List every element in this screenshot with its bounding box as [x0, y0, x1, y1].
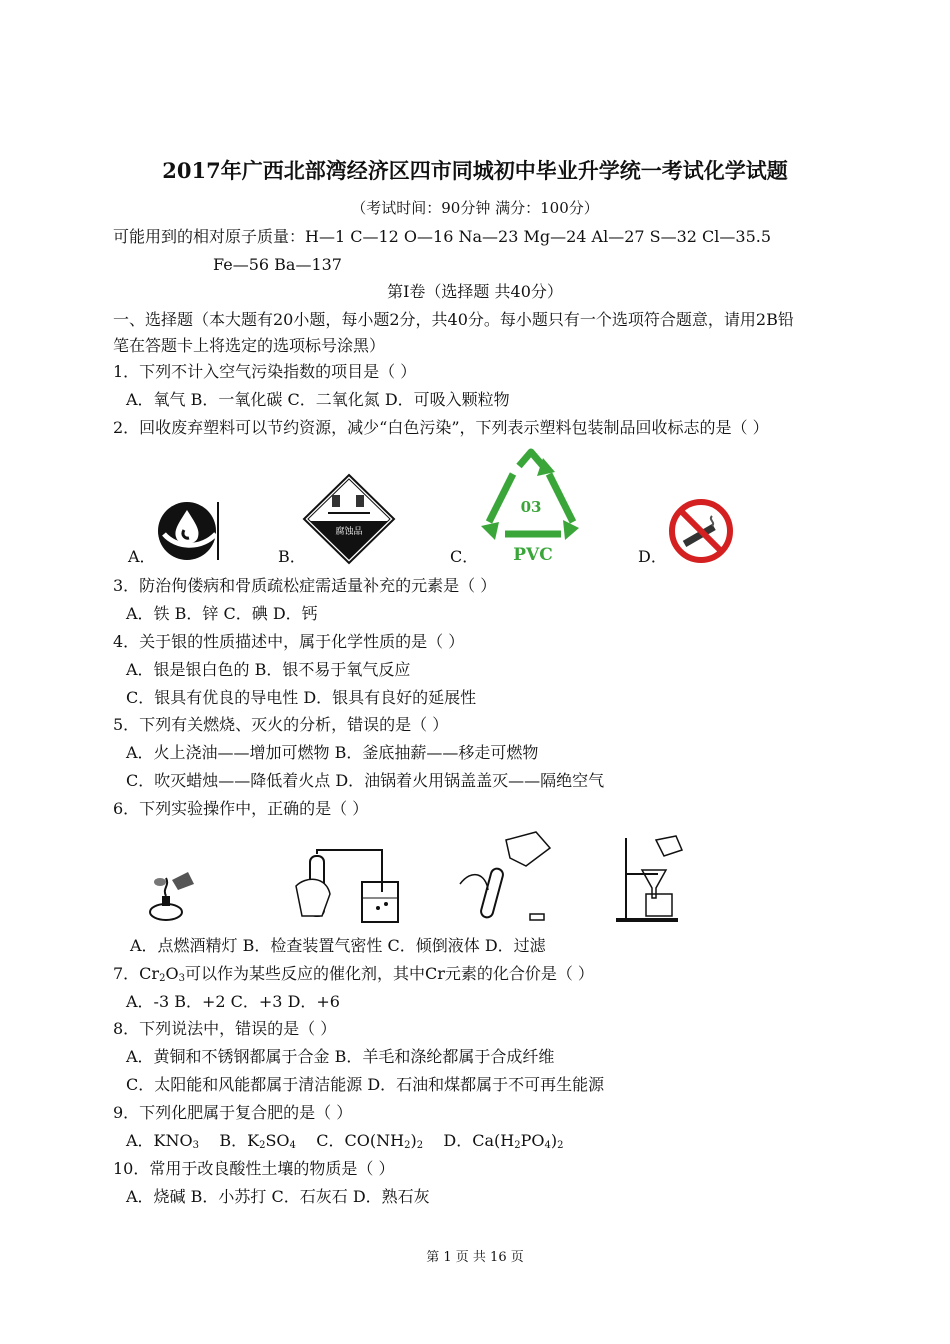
question-8-options-2: C．太阳能和风能都属于清洁能源 D．石油和煤都属于不可再生能源: [126, 1075, 605, 1094]
pouring-liquid-figure: [456, 828, 556, 924]
corrosive-symbol-icon: [302, 473, 396, 565]
question-8-stem: 8．下列说法中，错误的是（ ）: [113, 1019, 337, 1038]
water-logo-icon: [156, 500, 222, 562]
question-4-options-1: A．银是银白色的 B．银不易于氧气反应: [126, 660, 411, 679]
q2-label-d: D．: [638, 547, 667, 566]
question-10-stem: 10．常用于改良酸性土壤的物质是（ ）: [113, 1159, 395, 1178]
q2-label-b: B．: [278, 547, 306, 566]
question-7-options: A．-3 B．+2 C．+3 D．+6: [126, 992, 340, 1011]
question-9-stem: 9．下列化肥属于复合肥的是（ ）: [113, 1103, 353, 1122]
question-4-stem: 4．关于银的性质描述中，属于化学性质的是（ ）: [113, 632, 465, 651]
airtightness-check-figure: [292, 846, 402, 926]
question-7-stem: 7．$Cr_2O_3$可以作为某些反应的催化剂，其中Cr元素的化合价是（ ）: [113, 964, 594, 984]
corrosive-label: 腐蚀品: [335, 527, 363, 537]
question-10-options: A．烧碱 B．小苏打 C．石灰石 D．熟石灰: [126, 1187, 430, 1206]
section-heading: 第Ⅰ卷（选择题 共40分）: [387, 282, 563, 301]
question-5-options-1: A．火上浇油——增加可燃物 B．釜底抽薪——移走可燃物: [126, 743, 539, 762]
exam-time: （考试时间：90分钟 满分：100分）: [351, 199, 599, 217]
instructions-line-2: 笔在答题卡上将选定的选项标号涂黑）: [113, 336, 386, 355]
page-title: 2017年广西北部湾经济区四市同城初中毕业升学统一考试化学试题: [162, 158, 788, 183]
question-4-options-2: C．银具有优良的导电性 D．银具有良好的延展性: [126, 688, 477, 707]
question-5-options-2: C．吹灭蜡烛——降低着火点 D．油锅着火用锅盖盖灭——隔绝空气: [126, 771, 605, 790]
atomic-mass-line-1: 可能用到的相对原子质量：H—1 C—12 O—16 Na—23 Mg—24 Al—27 S—32 Cl—35.5: [113, 227, 772, 246]
recycle-name: PVC: [513, 545, 553, 565]
q2-label-a: A．: [128, 547, 156, 566]
pvc-recycle-icon: [475, 446, 587, 566]
question-1-options: A．氧气 B．一氧化碳 C．二氧化氮 D．可吸入颗粒物: [126, 390, 510, 409]
question-2-stem: 2．回收废弃塑料可以节约资源，减少“白色污染”，下列表示塑料包装制品回收标志的是（ ）: [113, 418, 769, 437]
question-6-stem: 6．下列实验操作中，正确的是（ ）: [113, 799, 369, 818]
question-9-options: A．$KNO_3$ B．$K_2SO_4$ C．$CO(NH_2)_2$ D．$Ca(H_2PO_4)_2$: [126, 1131, 564, 1151]
page-footer: 第 1 页 共 16 页: [426, 1250, 524, 1265]
alcohol-lamp-figure: [142, 866, 204, 924]
instructions-line-1: 一、选择题（本大题有20小题，每小题2分，共40分。每小题只有一个选项符合题意，请用2B铅: [113, 310, 794, 329]
atomic-mass-line-2: Fe—56 Ba—137: [213, 255, 342, 274]
question-6-options: A．点燃酒精灯 B．检查装置气密性 C．倾倒液体 D．过滤: [130, 936, 546, 955]
question-5-stem: 5．下列有关燃烧、灭火的分析，错误的是（ ）: [113, 715, 449, 734]
filtration-figure: [612, 834, 690, 924]
q2-label-c: C．: [450, 547, 479, 566]
no-smoking-icon: [668, 498, 734, 564]
question-8-options-1: A．黄铜和不锈钢都属于合金 B．羊毛和涤纶都属于合成纤维: [126, 1047, 555, 1066]
question-3-options: A．铁 B．锌 C．碘 D．钙: [126, 604, 318, 623]
question-3-stem: 3．防治佝偻病和骨质疏松症需适量补充的元素是（ ）: [113, 576, 497, 595]
question-1-stem: 1．下列不计入空气污染指数的项目是（ ）: [113, 362, 417, 381]
recycle-code: 03: [520, 498, 542, 516]
